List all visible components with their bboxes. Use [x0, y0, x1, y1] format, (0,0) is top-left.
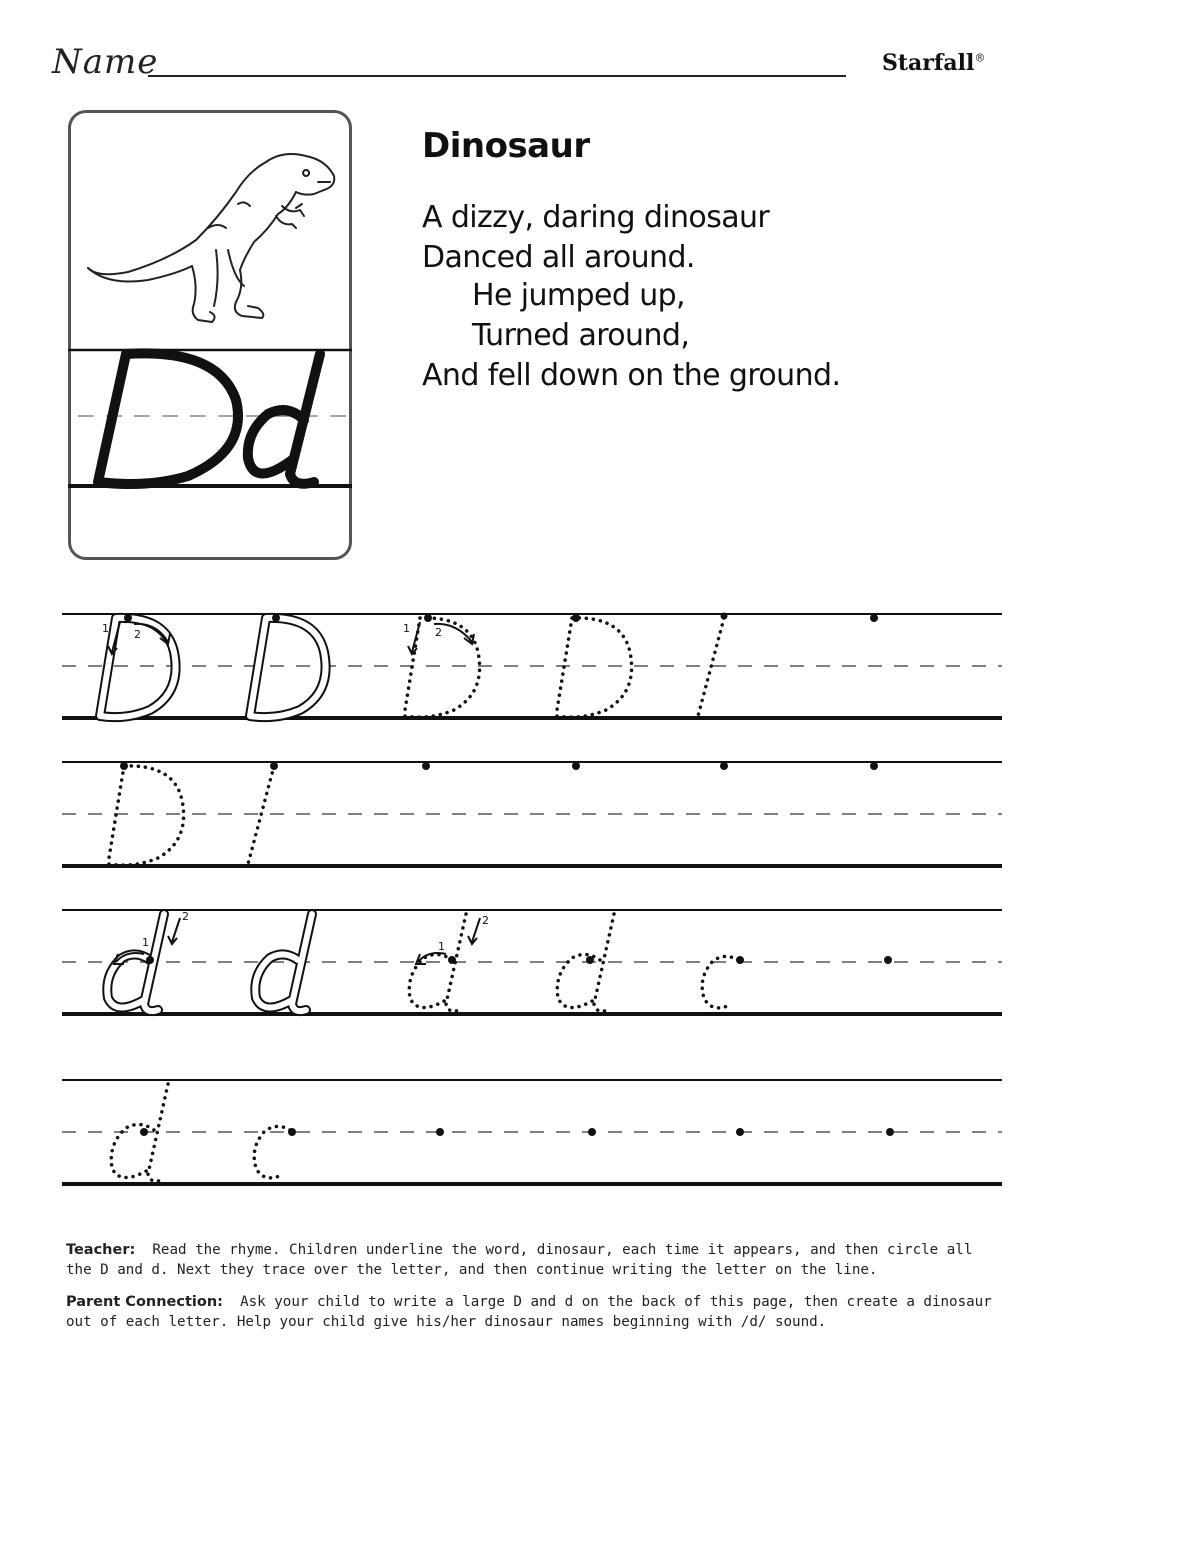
row3-step-1: 1	[142, 936, 149, 949]
name-label: Name	[52, 42, 159, 82]
registered-mark: ®	[974, 51, 986, 65]
parent-label: Parent Connection:	[66, 1294, 223, 1310]
brand-logo	[882, 50, 985, 76]
row3-start-dot-4	[736, 956, 744, 964]
row2-start-dot-5	[720, 762, 728, 770]
row4-start-dot-3	[436, 1128, 444, 1136]
row1-start-dot-3	[424, 614, 432, 622]
row1-outline-d-2	[250, 618, 326, 717]
teacher-note	[66, 1240, 1006, 1280]
rhyme-line-1: A dizzy, daring dinosaur	[422, 200, 770, 235]
row3-start-dot-3	[586, 956, 594, 964]
row3-dotted-c	[702, 956, 738, 1007]
row2-start-dot-2	[270, 762, 278, 770]
row4-start-dot-4	[588, 1128, 596, 1136]
row4-start-dot-2	[288, 1128, 296, 1136]
rhyme-line-3: He jumped up,	[472, 278, 685, 313]
row4-start-dot-5	[736, 1128, 744, 1136]
practice-row-3	[62, 910, 1002, 1014]
row3-step-4: 2	[482, 914, 489, 927]
row1-start-dot-4	[572, 614, 580, 622]
row1-start-dot-6	[870, 614, 878, 622]
row1-step-3: 1	[403, 622, 410, 635]
rhyme-line-2: Danced all around.	[422, 240, 695, 275]
teacher-text: Read the rhyme. Children underline the word, dinosaur, each time it appears, and then circle all the D and d. Next they trace over the letter, and then continue writing the letter on the line.	[66, 1242, 973, 1278]
rhyme-line-4: Turned around,	[472, 318, 690, 353]
handwriting-practice[interactable]	[0, 590, 1200, 1200]
practice-row-4	[62, 1080, 1002, 1184]
row3-start-dot-2	[448, 956, 456, 964]
row2-start-dot-6	[870, 762, 878, 770]
row1-step-1: 1	[102, 622, 109, 635]
row4-start-dot-6	[886, 1128, 894, 1136]
row1-start-dot-5	[721, 613, 728, 620]
row2-start-dot-1	[120, 762, 128, 770]
rhyme-line-5: And fell down on the ground.	[422, 358, 841, 393]
row2-start-dot-4	[572, 762, 580, 770]
brand-name: Starfall	[882, 50, 975, 76]
page-title: Dinosaur	[422, 126, 590, 166]
row4-dotted-c	[254, 1126, 290, 1177]
row3-step-2: 2	[182, 910, 189, 923]
dinosaur-illustration	[88, 154, 334, 322]
row3-step-3: 1	[438, 940, 445, 953]
row1-start-dot-2	[272, 614, 280, 622]
parent-text: Ask your child to write a large D and d on the back of this page, then create a dinosaur out of each letter. Help your child give his/her dinosaur names beginning with /d/ sound.	[66, 1294, 992, 1330]
row1-dotted-d-2	[556, 618, 632, 717]
card-capital-d	[98, 353, 238, 484]
row3-start-dot-1	[146, 956, 154, 964]
row2-start-dot-3	[422, 762, 430, 770]
letter-card-art	[68, 110, 352, 560]
row1-step-4: 2	[435, 626, 442, 639]
teacher-label: Teacher:	[66, 1242, 136, 1258]
row1-step-2: 2	[134, 628, 141, 641]
row1-start-dot-1	[124, 614, 132, 622]
card-lowercase-d	[248, 354, 320, 484]
name-write-line[interactable]	[148, 75, 846, 77]
row1-dotted-stem	[698, 618, 724, 716]
row2-dotted-stem	[248, 766, 274, 864]
row4-start-dot-1	[140, 1128, 148, 1136]
row3-outline-d-1	[107, 914, 164, 1011]
parent-note	[66, 1292, 1006, 1332]
row3-start-dot-5	[884, 956, 892, 964]
practice-row-2	[62, 762, 1002, 866]
row2-dotted-d	[108, 766, 184, 865]
practice-row-1	[62, 613, 1002, 719]
